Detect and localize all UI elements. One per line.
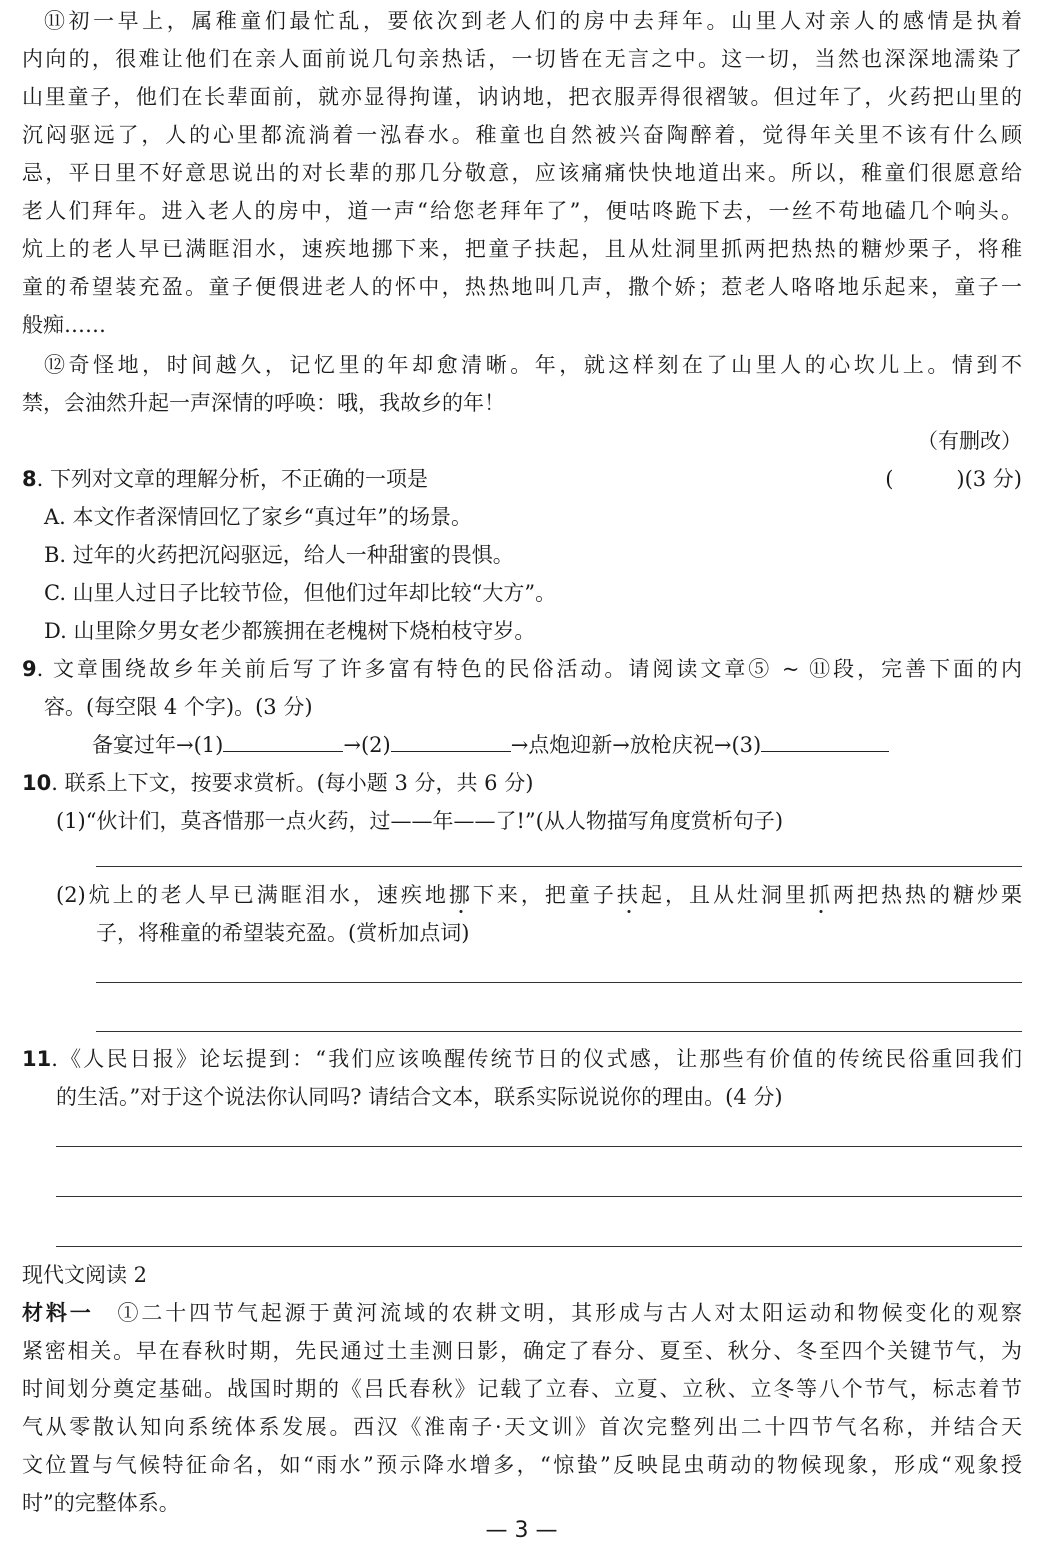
chain-text: →(2) — [343, 733, 391, 757]
paragraph-11-line: 老人们拜年。进入老人的房中，道一声“给您老拜年了”，便咕咚跪下去，一丝不苟地磕几个响头。 — [22, 199, 1022, 223]
paragraph-11-line: 沉闷驱远了，人的心里都流淌着一泓春水。稚童也自然被兴奋陶醉着，觉得年关里不该有什么顾 — [22, 123, 1022, 147]
paragraph-11-line: 童的希望装充盈。童子便偎进老人的怀中，热热地叫几声，撒个娇；惹老人咯咯地乐起来，童子一 — [22, 275, 1022, 299]
question-10-sub1: (1)“伙计们，莫吝惜那一点火药，过——年——了!”(从人物描写角度赏析句子) — [56, 809, 784, 833]
answer-line[interactable] — [96, 982, 1022, 983]
material-1-line: 时间划分奠定基础。战国时期的《吕氏春秋》记载了立春、立夏、立秋、立冬等八个节气，标志着节 — [22, 1377, 1022, 1401]
dotted-word: 挪 — [448, 883, 473, 907]
chain-text: 备宴过年→(1) — [92, 733, 224, 757]
paragraph-11-line: 山里童子，他们在长辈面前，就亦显得拘谨，讷讷地，把衣服弄得很褶皱。但过年了，火药把山里的 — [22, 85, 1022, 109]
question-number: 8 — [22, 467, 37, 491]
source-note: （有删改） — [917, 429, 1022, 453]
paragraph-11-line: 般痴…… — [22, 313, 106, 337]
blank-1[interactable] — [223, 731, 343, 752]
page-number: — 3 — — [485, 1518, 558, 1543]
section-title: 现代文阅读 2 — [22, 1263, 148, 1287]
answer-line[interactable] — [56, 1246, 1022, 1247]
sub-label: (2) — [56, 883, 86, 907]
question-11-line: 的生活。”对于这个说法你认同吗? 请结合文本，联系实际说说你的理由。(4 分) — [56, 1085, 783, 1109]
question-10-stem — [22, 764, 1022, 802]
sub-text: 炕上的老人早已满眶泪水，速疾地 — [85, 883, 449, 907]
material-label: 材料一 — [22, 1301, 94, 1325]
question-10-sub2-line: 子，将稚童的希望装充盈。(赏析加点词) — [96, 921, 470, 945]
dotted-word: 扶 — [616, 883, 641, 907]
question-text: .《人民日报》论坛提到：“我们应该唤醒传统节日的仪式感，让那些有价值的传统民俗重回我们 — [51, 1047, 1022, 1071]
activity-chain — [92, 726, 1022, 764]
question-text: . 下列对文章的理解分析，不正确的一项是 — [36, 467, 428, 491]
material-text: ①二十四节气起源于黄河流域的农耕文明，其形成与古人对太阳运动和物候变化的观察 — [93, 1301, 1023, 1325]
paragraph-11-line: ⑪初一早上，属稚童们最忙乱，要依次到老人们的房中去拜年。山里人对亲人的感情是执着 — [44, 9, 1022, 33]
answer-line[interactable] — [56, 1196, 1022, 1197]
question-number: 9 — [22, 657, 37, 681]
paragraph-12-line: 禁，会油然升起一声深情的呼唤：哦，我故乡的年！ — [22, 391, 505, 415]
material-1-line: 文位置与气候特征命名，如“雨水”预示降水增多，“惊蛰”反映昆虫萌动的物候现象，形成“观象授 — [22, 1453, 1022, 1477]
sub-text: 起，且从灶洞里 — [640, 883, 809, 907]
answer-line[interactable] — [96, 866, 1022, 867]
paragraph-11-line: 内向的，很难让他们在亲人面前说几句亲热话，一切皆在无言之中。这一切，当然也深深地濡染了 — [22, 47, 1022, 71]
paragraph-12-line: ⑫奇怪地，时间越久，记忆里的年却愈清晰。年，就这样刻在了山里人的心坎儿上。情到不 — [44, 353, 1022, 377]
dotted-word: 抓 — [808, 883, 833, 907]
question-number: 10 — [22, 771, 52, 795]
material-1-line: 时”的完整体系。 — [22, 1491, 180, 1515]
answer-line[interactable] — [56, 1146, 1022, 1147]
option-b: B. 过年的火药把沉闷驱远，给人一种甜蜜的畏惧。 — [44, 543, 514, 567]
question-text: . 文章围绕故乡年关前后写了许多富有特色的民俗活动。请阅读文章⑤ ~ ⑪段，完善下面的内 — [36, 657, 1022, 681]
option-a: A. 本文作者深情回忆了家乡“真过年”的场景。 — [44, 505, 472, 529]
question-9-line: 容。(每空限 4 个字)。(3 分) — [44, 695, 313, 719]
paragraph-11-line: 炕上的老人早已满眶泪水，速疾地挪下来，把童子扶起，且从灶洞里抓两把热热的糖炒栗子，将稚 — [22, 237, 1022, 261]
answer-bracket: ( )(3 分) — [885, 467, 1022, 491]
material-1-line — [22, 1294, 1022, 1332]
chain-text: →点炮迎新→放枪庆祝→(3) — [510, 733, 762, 757]
sub-text: 下来，把童子 — [472, 883, 617, 907]
paragraph-11-line: 忌，平日里不好意思说出的对长辈的那几分敬意，应该痛痛快快地道出来。所以，稚童们很愿意给 — [22, 161, 1022, 185]
answer-line[interactable] — [96, 1031, 1022, 1032]
sub-text: 两把热热的糖炒栗 — [833, 883, 1023, 907]
option-d: D. 山里除夕男女老少都簇拥在老槐树下烧柏枝守岁。 — [44, 619, 536, 643]
blank-2[interactable] — [391, 731, 511, 752]
material-1-line: 紧密相关。早在春秋时期，先民通过土圭测日影，确定了春分、夏至、秋分、冬至四个关键节气，为 — [22, 1339, 1022, 1363]
material-1-line: 气从零散认知向系统体系发展。西汉《淮南子·天文训》首次完整列出二十四节气名称，并结合天 — [22, 1415, 1022, 1439]
question-9-stem — [22, 650, 1022, 688]
option-c: C. 山里人过日子比较节俭，但他们过年却比较“大方”。 — [44, 581, 557, 605]
question-text: . 联系上下文，按要求赏析。(每小题 3 分，共 6 分) — [51, 771, 534, 795]
blank-3[interactable] — [761, 731, 889, 752]
question-number: 11 — [22, 1047, 52, 1071]
question-10-sub2 — [56, 876, 1022, 914]
question-11-stem — [22, 1040, 1022, 1078]
